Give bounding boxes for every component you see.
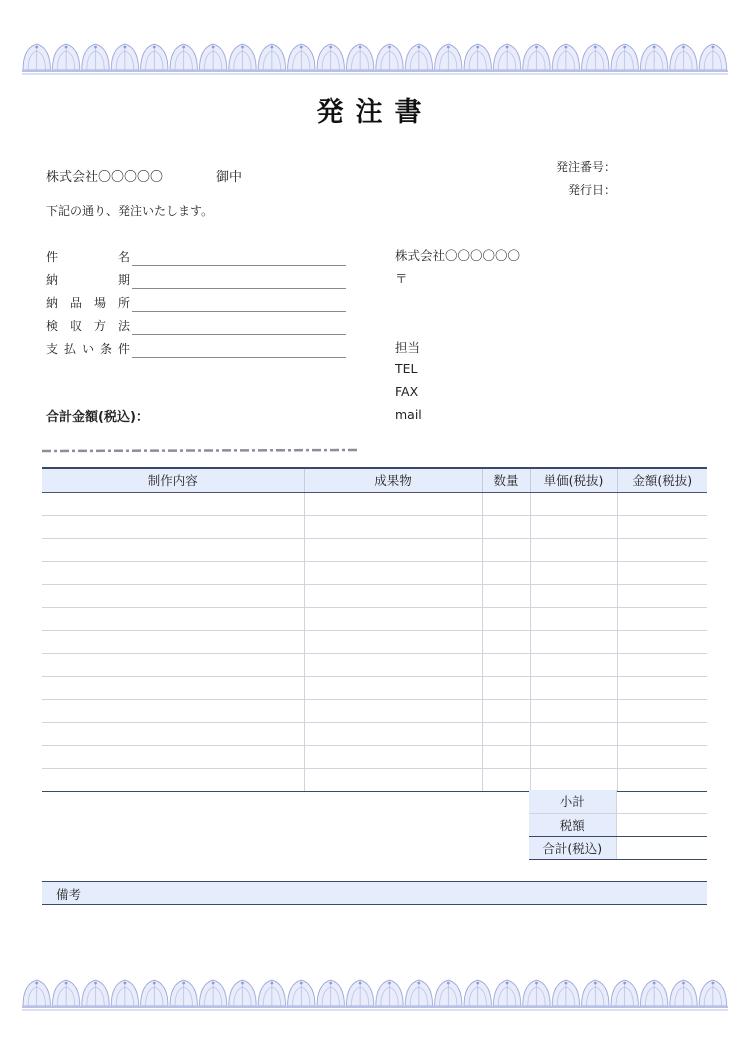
table-cell[interactable]: [42, 607, 304, 630]
table-row: [42, 768, 707, 791]
table-cell[interactable]: [530, 768, 617, 791]
table-cell[interactable]: [304, 538, 482, 561]
table-cell[interactable]: [482, 745, 530, 768]
header-quantity: 数量: [482, 468, 530, 492]
table-cell[interactable]: [304, 607, 482, 630]
field-line: [132, 311, 346, 312]
table-cell[interactable]: [304, 515, 482, 538]
table-cell[interactable]: [617, 607, 707, 630]
header-deliverable: 成果物: [304, 468, 482, 492]
table-row: [42, 722, 707, 745]
table-row: [42, 676, 707, 699]
sender-fax-label: FAX: [395, 384, 419, 399]
table-cell[interactable]: [304, 699, 482, 722]
table-cell[interactable]: [482, 515, 530, 538]
table-row: [42, 699, 707, 722]
field-label-payment-terms: 支 払 い 条 件: [46, 342, 130, 356]
table-cell[interactable]: [42, 653, 304, 676]
table-cell[interactable]: [617, 676, 707, 699]
table-cell[interactable]: [304, 768, 482, 791]
tax-label: 税額: [529, 813, 616, 836]
table-row: [42, 492, 707, 515]
table-header-row: [42, 468, 707, 492]
field-line: [132, 357, 346, 358]
tax-row: [529, 813, 707, 836]
table-cell[interactable]: [530, 492, 617, 515]
table-cell[interactable]: [482, 768, 530, 791]
table-cell[interactable]: [482, 676, 530, 699]
table-cell[interactable]: [42, 515, 304, 538]
table-cell[interactable]: [42, 699, 304, 722]
table-cell[interactable]: [482, 607, 530, 630]
table-cell[interactable]: [42, 538, 304, 561]
field-subject[interactable]: [46, 246, 346, 266]
table-cell[interactable]: [530, 676, 617, 699]
table-cell[interactable]: [530, 561, 617, 584]
table-cell[interactable]: [530, 699, 617, 722]
header-unit-price: 単価(税抜): [530, 468, 617, 492]
table-cell[interactable]: [617, 515, 707, 538]
table-cell[interactable]: [482, 492, 530, 515]
decorative-dash-line: [42, 448, 358, 453]
table-cell[interactable]: [482, 584, 530, 607]
table-row: [42, 745, 707, 768]
table-cell[interactable]: [530, 722, 617, 745]
field-label-subject: 件 名: [46, 250, 130, 264]
table-cell[interactable]: [482, 722, 530, 745]
table-cell[interactable]: [304, 722, 482, 745]
table-cell[interactable]: [530, 630, 617, 653]
field-label-delivery-place: 納 品 場 所: [46, 296, 130, 310]
table-cell[interactable]: [42, 492, 304, 515]
table-cell[interactable]: [304, 561, 482, 584]
table-cell[interactable]: [530, 653, 617, 676]
table-cell[interactable]: [304, 653, 482, 676]
table-cell[interactable]: [304, 584, 482, 607]
table-cell[interactable]: [617, 745, 707, 768]
table-cell[interactable]: [482, 630, 530, 653]
sender-contact-label: 担当: [395, 340, 421, 355]
sender-company: 株式会社〇〇〇〇〇〇: [395, 248, 521, 263]
document-title: 発注書: [316, 97, 434, 128]
table-cell[interactable]: [304, 630, 482, 653]
sender-tel-label: TEL: [395, 361, 418, 376]
table-cell[interactable]: [617, 584, 707, 607]
grand-total-label: 合計(税込): [529, 836, 616, 859]
sender-postal-mark: 〒: [395, 271, 408, 286]
table-cell[interactable]: [42, 768, 304, 791]
table-row: [42, 630, 707, 653]
table-cell[interactable]: [304, 676, 482, 699]
table-row: [42, 584, 707, 607]
table-cell[interactable]: [304, 745, 482, 768]
issue-date-label: 発行日：: [567, 183, 616, 197]
subtotal-label: 小計: [529, 790, 616, 813]
grand-total-row: [529, 836, 707, 859]
table-cell[interactable]: [530, 607, 617, 630]
table-cell[interactable]: [482, 538, 530, 561]
grand-total-value[interactable]: [616, 836, 707, 859]
table-cell[interactable]: [42, 630, 304, 653]
table-cell[interactable]: [482, 561, 530, 584]
table-cell[interactable]: [617, 722, 707, 745]
table-cell[interactable]: [482, 653, 530, 676]
items-table: [42, 467, 707, 792]
table-cell[interactable]: [617, 630, 707, 653]
table-cell[interactable]: [304, 492, 482, 515]
table-row: [42, 538, 707, 561]
table-cell[interactable]: [482, 699, 530, 722]
summary-table: [529, 790, 707, 860]
table-cell[interactable]: [42, 745, 304, 768]
table-cell[interactable]: [617, 538, 707, 561]
table-cell[interactable]: [617, 561, 707, 584]
subtotal-value[interactable]: [616, 790, 707, 813]
total-amount-label: 合計金額(税込)：: [46, 410, 149, 425]
table-cell[interactable]: [617, 492, 707, 515]
addressee-honorific: 御中: [216, 170, 243, 185]
field-label-deadline: 納 期: [46, 273, 130, 287]
table-row: [42, 515, 707, 538]
header-description: 制作内容: [42, 468, 304, 492]
field-line: [132, 334, 346, 335]
sender-mail-label: mail: [395, 407, 422, 422]
field-label-inspection: 検 収 方 法: [46, 319, 130, 333]
addressee-company: 株式会社〇〇〇〇〇: [46, 170, 164, 185]
table-cell[interactable]: [617, 768, 707, 791]
table-cell[interactable]: [42, 561, 304, 584]
table-row: [42, 653, 707, 676]
field-deadline[interactable]: [46, 269, 346, 289]
field-payment-terms[interactable]: [46, 338, 346, 358]
table-row: [42, 561, 707, 584]
lace-border-bottom: [22, 976, 728, 1012]
field-inspection[interactable]: [46, 315, 346, 335]
table-cell[interactable]: [42, 722, 304, 745]
field-line: [132, 288, 346, 289]
table-cell[interactable]: [617, 653, 707, 676]
order-meta: [540, 156, 616, 202]
header-amount: 金額(税抜): [617, 468, 707, 492]
intro-text: 下記の通り、発注いたします。: [46, 204, 214, 218]
table-row: [42, 607, 707, 630]
tax-value[interactable]: [616, 813, 707, 836]
remarks-label: 備考: [42, 881, 707, 905]
table-cell[interactable]: [42, 676, 304, 699]
field-line: [132, 265, 346, 266]
table-cell[interactable]: [530, 538, 617, 561]
field-delivery-place[interactable]: [46, 292, 346, 312]
table-cell[interactable]: [42, 584, 304, 607]
subtotal-row: [529, 790, 707, 813]
table-cell[interactable]: [530, 745, 617, 768]
addressee: [46, 166, 243, 185]
table-cell[interactable]: [530, 515, 617, 538]
order-number-label: 発注番号：: [555, 160, 616, 174]
table-cell[interactable]: [530, 584, 617, 607]
table-cell[interactable]: [617, 699, 707, 722]
lace-border-top: [22, 40, 728, 76]
